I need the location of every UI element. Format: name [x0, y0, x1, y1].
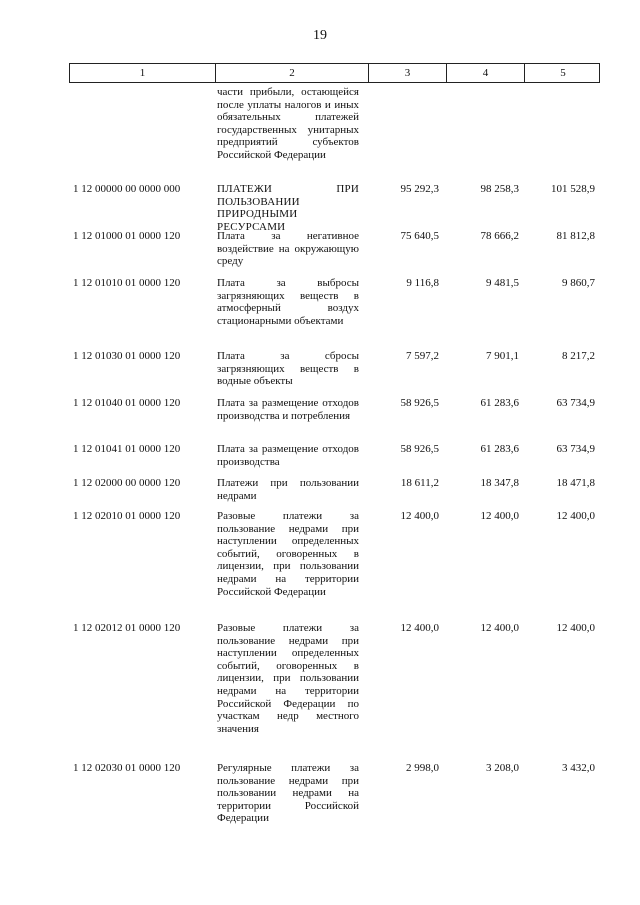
column-header-5: 5 [524, 64, 601, 82]
row-value-col4: 7 901,1 [486, 350, 519, 362]
continuation-text: части прибыли, остающейся после уплаты налогов и иных обязательных платежей государственных унитарных предприятий субъектов Российской Федерации [217, 86, 359, 161]
row-value-col4: 12 400,0 [480, 510, 519, 522]
row-value-col3: 75 640,5 [400, 230, 439, 242]
row-value-col3: 58 926,5 [400, 443, 439, 455]
row-value-col4: 61 283,6 [480, 397, 519, 409]
row-value-col4: 12 400,0 [480, 622, 519, 634]
row-value-col3: 12 400,0 [400, 622, 439, 634]
row-name: Плата за размещение отходов производства и потребления [217, 397, 359, 422]
column-header-2: 2 [215, 64, 368, 82]
row-name: Плата за размещение отходов производства [217, 443, 359, 468]
row-value-col4: 78 666,2 [480, 230, 519, 242]
row-value-col3: 58 926,5 [400, 397, 439, 409]
row-value-col3: 95 292,3 [400, 183, 439, 195]
row-value-col3: 9 116,8 [406, 277, 439, 289]
row-name: Регулярные платежи за пользование недрами при пользовании недрами на территории Российской Федерации [217, 762, 359, 825]
row-value-col5: 9 860,7 [562, 277, 595, 289]
row-value-col5: 63 734,9 [556, 443, 595, 455]
row-value-col5: 3 432,0 [562, 762, 595, 774]
row-code: 1 12 02010 01 0000 120 [73, 510, 181, 522]
row-code: 1 12 01041 01 0000 120 [73, 443, 181, 455]
column-header-3: 3 [368, 64, 446, 82]
row-name: Плата за негативное воздействие на окружающую среду [217, 230, 359, 268]
row-value-col5: 12 400,0 [556, 622, 595, 634]
row-value-col4: 3 208,0 [486, 762, 519, 774]
row-name: Платежи при пользовании недрами [217, 477, 359, 502]
row-code: 1 12 01040 01 0000 120 [73, 397, 181, 409]
row-value-col5: 63 734,9 [556, 397, 595, 409]
row-value-col4: 98 258,3 [480, 183, 519, 195]
column-header-4: 4 [446, 64, 524, 82]
row-value-col5: 12 400,0 [556, 510, 595, 522]
row-value-col3: 2 998,0 [406, 762, 439, 774]
row-name: Плата за сбросы загрязняющих веществ в водные объекты [217, 350, 359, 388]
row-name: Разовые платежи за пользование недрами при наступлении определенных событий, оговоренных в лицензии, при пользовании недрами на территории Российской Федерации [217, 510, 359, 598]
row-code: 1 12 01030 01 0000 120 [73, 350, 181, 362]
row-value-col5: 8 217,2 [562, 350, 595, 362]
page-number: 19 [313, 28, 327, 43]
row-code: 1 12 02030 01 0000 120 [73, 762, 181, 774]
row-value-col3: 18 611,2 [400, 477, 439, 489]
row-code: 1 12 00000 00 0000 000 [73, 183, 181, 195]
row-code: 1 12 01010 01 0000 120 [73, 277, 181, 289]
row-value-col4: 9 481,5 [486, 277, 519, 289]
row-name: ПЛАТЕЖИ ПРИ ПОЛЬЗОВАНИИ ПРИРОДНЫМИ РЕСУРСАМИ [217, 183, 359, 233]
row-value-col5: 18 471,8 [556, 477, 595, 489]
row-name: Разовые платежи за пользование недрами при наступлении определенных событий, оговоренных в лицензии, при пользовании недрами на территории Российской Федерации по участкам недр местного значения [217, 622, 359, 735]
row-code: 1 12 01000 01 0000 120 [73, 230, 181, 242]
row-value-col4: 18 347,8 [480, 477, 519, 489]
row-value-col3: 7 597,2 [406, 350, 439, 362]
row-name: Плата за выбросы загрязняющих веществ в атмосферный воздух стационарными объектами [217, 277, 359, 327]
row-value-col5: 101 528,9 [551, 183, 595, 195]
row-code: 1 12 02012 01 0000 120 [73, 622, 181, 634]
column-header-1: 1 [139, 67, 146, 79]
row-value-col3: 12 400,0 [400, 510, 439, 522]
table-header [69, 63, 600, 83]
row-code: 1 12 02000 00 0000 120 [73, 477, 181, 489]
row-value-col4: 61 283,6 [480, 443, 519, 455]
row-value-col5: 81 812,8 [556, 230, 595, 242]
